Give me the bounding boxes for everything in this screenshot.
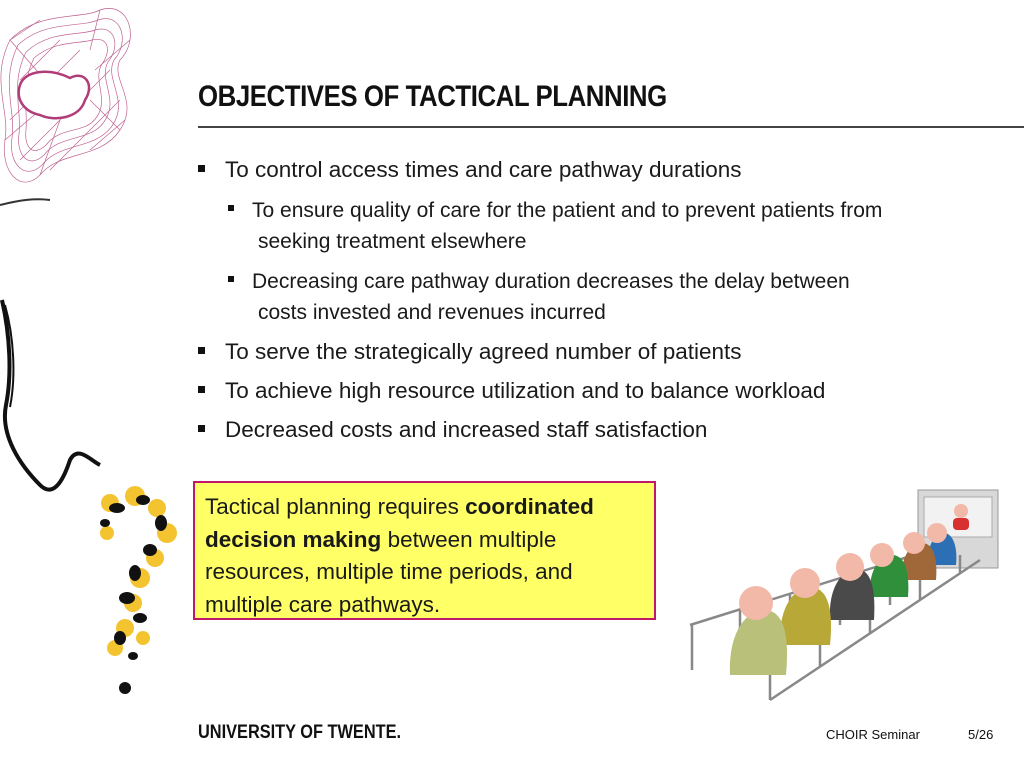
university-logo-text: UNIVERSITY OF TWENTE. bbox=[198, 722, 402, 743]
page-title: OBJECTIVES OF TACTICAL PLANNING bbox=[198, 80, 667, 113]
bullet-item bbox=[198, 417, 707, 443]
bullet-square-icon bbox=[228, 276, 234, 282]
queue-illustration-icon bbox=[680, 485, 1010, 705]
bullet-continuation: costs invested and revenues incurred bbox=[258, 301, 606, 324]
bullet-text: To control access times and care pathway durations bbox=[225, 157, 742, 182]
bullet-text: To serve the strategically agreed number of patients bbox=[225, 339, 742, 364]
bullet-text: To achieve high resource utilization and to balance workload bbox=[225, 378, 826, 403]
bullet-text: To ensure quality of care for the patient and to prevent patients from bbox=[252, 199, 883, 222]
sub-bullet-item bbox=[228, 195, 882, 227]
bullet-text: Decreasing care pathway duration decreases the delay between bbox=[252, 270, 850, 293]
callout-text: Tactical planning requires bbox=[205, 494, 466, 519]
bullet-square-icon bbox=[228, 205, 234, 211]
bullet-square-icon bbox=[198, 425, 205, 432]
paint-splatter-icon bbox=[95, 478, 190, 708]
callout-emphasis: coordinated decision making bbox=[205, 494, 594, 552]
bullet-item bbox=[198, 157, 742, 183]
bullet-continuation: seeking treatment elsewhere bbox=[258, 230, 527, 253]
sub-bullet-item bbox=[228, 266, 850, 298]
bullet-square-icon bbox=[198, 165, 205, 172]
callout-text-end: between multiple resources, multiple time periods, and multiple care pathways. bbox=[205, 526, 573, 617]
bullet-item bbox=[198, 339, 742, 365]
page-number: 5/26 bbox=[968, 727, 994, 742]
footer-seminar: CHOIR Seminar bbox=[826, 727, 920, 742]
callout-box bbox=[193, 481, 656, 620]
bullet-text: Decreased costs and increased staff satisfaction bbox=[225, 417, 708, 442]
bullet-item bbox=[198, 378, 825, 404]
bullet-square-icon bbox=[198, 386, 205, 393]
title-divider bbox=[198, 126, 1024, 128]
bullet-square-icon bbox=[198, 347, 205, 354]
mesh-decoration-icon bbox=[0, 0, 150, 210]
